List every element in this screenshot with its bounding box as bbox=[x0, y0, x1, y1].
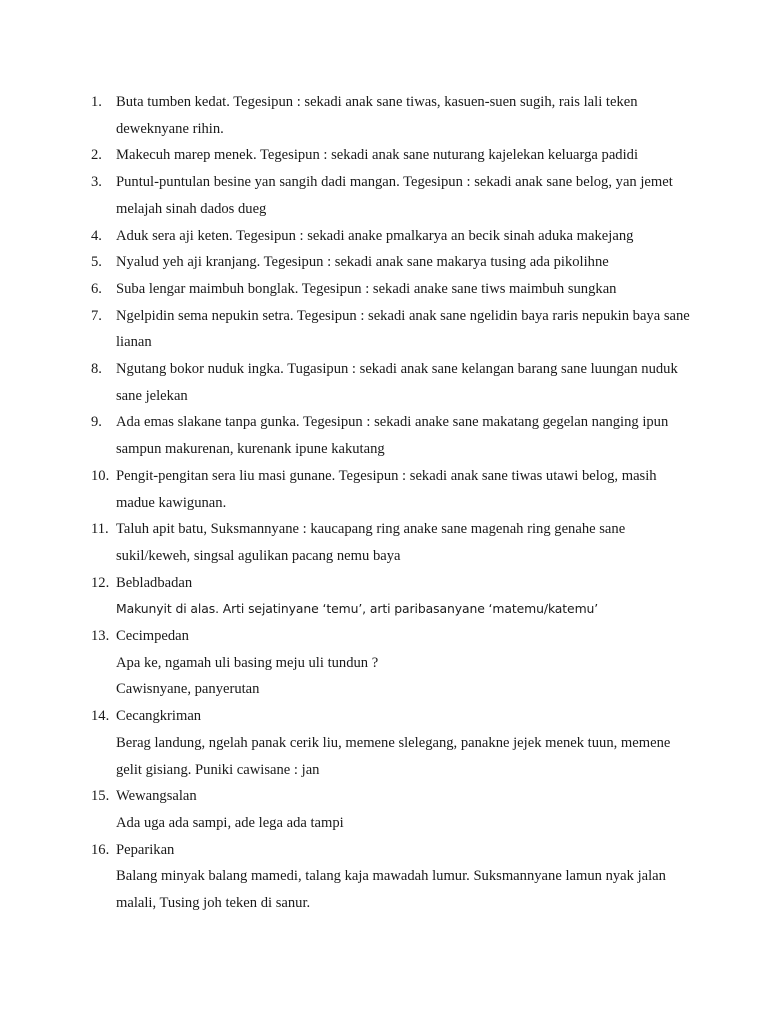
item-text: Puntul-puntulan besine yan sangih dadi mangan. Tegesipun : sekadi anak sane belog, yan jemet melajah sinah dados dueg bbox=[116, 174, 673, 217]
section-title: Cecangkriman bbox=[116, 708, 202, 725]
item-number: 16. bbox=[91, 841, 110, 858]
section-cecimpedan bbox=[91, 623, 691, 703]
item-number: 4. bbox=[91, 227, 102, 244]
list-item bbox=[91, 169, 691, 222]
item-text: Ngelpidin sema nepukin setra. Tegesipun : sekadi anak sane ngelidin baya raris nepukin baya sane lianan bbox=[116, 307, 690, 351]
item-number: 13. bbox=[91, 628, 110, 645]
item-number: 10. bbox=[91, 467, 110, 484]
list-item bbox=[91, 89, 691, 142]
item-text: Ngutang bokor nuduk ingka. Tugasipun : sekadi anak sane kelangan barang sane luungan nuduk sane jelekan bbox=[116, 361, 678, 404]
section-example: Ada uga ada sampi, ade lega ada tampi bbox=[116, 814, 344, 831]
numbered-list bbox=[91, 89, 691, 917]
item-number: 3. bbox=[91, 174, 102, 191]
list-item bbox=[91, 356, 691, 409]
list-item bbox=[91, 303, 691, 356]
item-text: Suba lengar maimbuh bonglak. Tegesipun : sekadi anake sane tiws maimbuh sungkan bbox=[116, 280, 617, 297]
item-number: 1. bbox=[91, 94, 102, 110]
item-text: Buta tumben kedat. Tegesipun : sekadi anak sane tiwas, kasuen-suen sugih, rais lali teken deweknyane rihin. bbox=[116, 94, 638, 137]
section-wewangsalan bbox=[91, 783, 691, 836]
list-item bbox=[91, 409, 691, 462]
section-title: Cecimpedan bbox=[116, 628, 189, 645]
item-number: 11. bbox=[91, 521, 109, 538]
item-text: Nyalud yeh aji kranjang. Tegesipun : sekadi anak sane makarya tusing ada pikolihne bbox=[116, 254, 609, 271]
item-number: 8. bbox=[91, 361, 102, 378]
item-text: Makecuh marep menek. Tegesipun : sekadi anak sane nuturang kajelekan keluarga padidi bbox=[116, 147, 639, 164]
list-item bbox=[91, 463, 691, 516]
item-number: 12. bbox=[91, 574, 110, 591]
item-number: 5. bbox=[91, 254, 102, 271]
section-title: Bebladbadan bbox=[116, 574, 193, 591]
item-number: 2. bbox=[91, 147, 102, 164]
section-bebladbadan bbox=[91, 570, 691, 623]
list-item bbox=[91, 276, 691, 303]
item-number: 7. bbox=[91, 307, 102, 324]
item-text: Ada emas slakane tanpa gunka. Tegesipun : sekadi anake sane makatang gegelan nanging ipun sampun makurenan, kurenank ipune kakutang bbox=[116, 414, 669, 458]
item-text: Aduk sera aji keten. Tegesipun : sekadi anake pmalkarya an becik sinah aduka makejang bbox=[116, 227, 634, 244]
section-example: Makunyit di alas. Arti sejatinyane ‘temu’, arti paribasanyane ‘matemu/katemu’ bbox=[116, 601, 599, 617]
item-text: Taluh apit batu, Suksmannyane : kaucapang ring anake sane magenah ring genahe sane sukil/keweh, singsal agulikan pacang nemu baya bbox=[116, 521, 626, 564]
item-text: Pengit-pengitan sera liu masi gunane. Tegesipun : sekadi anak sane tiwas utawi belog, masih madue kawigunan. bbox=[116, 467, 657, 511]
section-cecangkriman bbox=[91, 703, 691, 783]
item-number: 14. bbox=[91, 708, 110, 725]
section-example: Berag landung, ngelah panak cerik liu, memene slelegang, panakne jejek menek tuun, memene gelit gisiang. Puniki cawisane : jan bbox=[116, 734, 671, 778]
section-title: Peparikan bbox=[116, 841, 175, 858]
item-number: 6. bbox=[91, 280, 102, 297]
section-peparikan bbox=[91, 837, 691, 917]
riddle-question: Apa ke, ngamah uli basing meju uli tundun ? bbox=[116, 654, 379, 671]
list-item bbox=[91, 223, 691, 250]
section-title: Wewangsalan bbox=[116, 788, 197, 805]
riddle-answer: Cawisnyane, panyerutan bbox=[116, 681, 260, 698]
list-item bbox=[91, 249, 691, 276]
item-number: 15. bbox=[91, 788, 110, 805]
section-example: Balang minyak balang mamedi, talang kaja mawadah lumur. Suksmannyane lamun nyak jalan malali, Tusing joh teken di sanur. bbox=[116, 868, 666, 912]
item-number: 9. bbox=[91, 414, 102, 431]
list-item bbox=[91, 516, 691, 569]
list-item bbox=[91, 142, 691, 169]
